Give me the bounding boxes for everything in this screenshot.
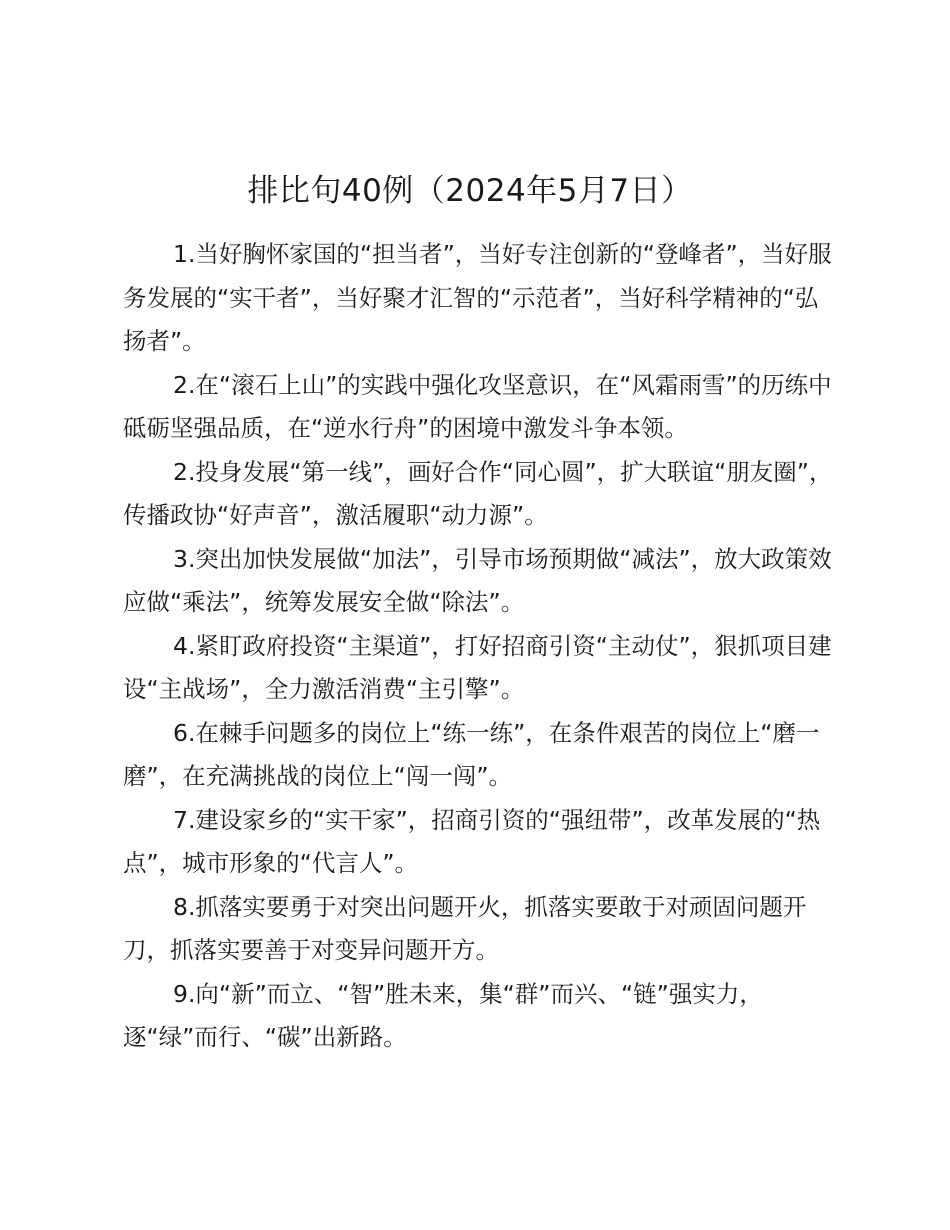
paragraph: 9.向“新”而立、“智”胜未来，集“群”而兴、“链”强实力，逐“绿”而行、“碳”出新路。 (123, 979, 763, 1051)
paragraph: 2.投身发展“第一线”，画好合作“同心圆”，扩大联谊“朋友圈”，传播政协“好声音”，激活履职“动力源”。 (123, 457, 833, 529)
paragraph: 8.抓落实要勇于对突出问题开火，抓落实要敢于对顽固问题开刀，抓落实要善于对变异问题开方。 (123, 892, 807, 964)
document-body (123, 233, 835, 1060)
paragraph: 4.紧盯政府投资“主渠道”，打好招商引资“主动仗”，狠抓项目建设“主战场”，全力激活消费“主引擎”。 (123, 631, 832, 703)
document-title: 排比句40例（2024年5月7日） (247, 173, 693, 209)
paragraph: 6.在棘手问题多的岗位上“练一练”，在条件艰苦的岗位上“磨一磨”，在充满挑战的岗位上“闯一闯”。 (123, 718, 820, 790)
paragraph: 7.建设家乡的“实干家”，招商引资的“强纽带”，改革发展的“热点”，城市形象的“代言人”。 (123, 805, 821, 877)
paragraph: 1.当好胸怀家国的“担当者”，当好专注创新的“登峰者”，当好服务发展的“实干者”，当好聚才汇智的“示范者”，当好科学精神的“弘扬者”。 (123, 240, 832, 355)
paragraph: 3.突出加快发展做“加法”，引导市场预期做“减法”，放大政策效应做“乘法”，统筹发展安全做“除法”。 (123, 544, 832, 616)
paragraph: 2.在“滚石上山”的实践中强化攻坚意识，在“风霜雨雪”的历练中砥砺坚强品质，在“逆水行舟”的困境中激发斗争本领。 (123, 370, 832, 442)
